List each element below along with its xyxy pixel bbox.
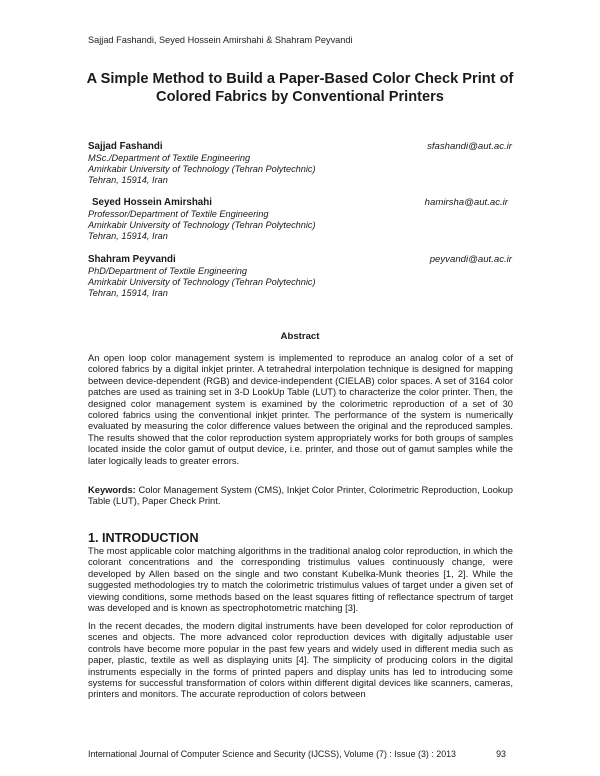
- intro-paragraph-1: The most applicable color matching algorithms in the traditional analog color reproduction, in which the colorant concentrations and the corresponding tristimulus values continuously change, were developed by Allen based on the single and two constant Kubelka-Munk theories [1, 2]. While the suggested methodologies try to match the colorimetric tristimulus values of target under a given set of viewing conditions, some methods based on the least squares fitting of reflectance spectrum of target was developed and is known as spectrophotometric matching [3].: [88, 546, 513, 614]
- journal-citation: International Journal of Computer Science and Security (IJCSS), Volume (7) : Issue (3) : 2013: [88, 749, 456, 759]
- abstract-text: An open loop color management system is implemented to reproduce an analog color of a set of colored fabrics by a digital inkjet printer. A tetrahedral interpolation technique is designed for mapping between device-dependent (RGB) and device-independent (CIELAB) color spaces. A set of 3164 color patches are used as training set in 3-D LookUp Table (LUT) to characterize the color printer. Then, the designed color management system is examined by the colorimetric reproduction of a set of 30 colored fabrics using the conventional inkjet printer. The performance of the system is numerically evaluated by measuring the color difference values between the original and the reproduced samples. The results showed that the color reproduction system appropriately works for both groups of samples located inside the color gamut of output device, i.e. printer, and those out of gamut samples while the later logically leads to greater errors.: [88, 353, 513, 466]
- title-line-1: A Simple Method to Build a Paper-Based Color Check Print of: [86, 71, 514, 87]
- author-email[interactable]: peyvandi@aut.ac.ir: [429, 254, 512, 265]
- author-institution: Amirkabir University of Technology (Tehran Polytechnic): [88, 220, 316, 230]
- abstract-heading: Abstract: [280, 331, 320, 342]
- author-address: Tehran, 15914, Iran: [88, 175, 168, 185]
- keywords-text: Color Management System (CMS), Inkjet Color Printer, Colorimetric Reproduction, Lookup Table (LUT), Paper Check Print.: [88, 485, 513, 507]
- author-position: MSc./Department of Textile Engineering: [88, 153, 251, 163]
- section-heading-introduction: 1. INTRODUCTION: [88, 531, 199, 545]
- intro-paragraph-2: In the recent decades, the modern digital instruments have been developed for color reproduction of scenes and objects. The more advanced color reproduction devices with digitally adjustable user controls have become more popular in the past few years and widely used in different media such as paper, plastic, textile as well as displaying units [4]. The simplicity of producing colors in the digital instruments especially in the forms of printed papers and display units has led to introducing some systems for successful transformation of colors within different digital devices like scanners, cameras, printers and monitors. The accurate reproduction of colors between: [88, 621, 513, 700]
- keywords-label: Keywords:: [88, 485, 136, 495]
- title-line-2: Colored Fabrics by Conventional Printers: [156, 89, 444, 105]
- running-head: Sajjad Fashandi, Seyed Hossein Amirshahi & Shahram Peyvandi: [88, 35, 353, 45]
- author-name: Shahram Peyvandi: [88, 254, 176, 265]
- author-block-2: [88, 197, 512, 242]
- author-name: Seyed Hossein Amirshahi: [92, 197, 212, 208]
- author-address: Tehran, 15914, Iran: [88, 231, 168, 241]
- keywords: [88, 485, 513, 508]
- author-address: Tehran, 15914, Iran: [88, 288, 168, 298]
- author-position: Professor/Department of Textile Engineering: [88, 209, 269, 219]
- author-institution: Amirkabir University of Technology (Tehran Polytechnic): [88, 164, 316, 174]
- author-name: Sajjad Fashandi: [88, 141, 163, 152]
- author-institution: Amirkabir University of Technology (Tehran Polytechnic): [88, 277, 316, 287]
- author-block-3: [88, 254, 512, 299]
- author-position: PhD/Department of Textile Engineering: [88, 266, 247, 276]
- author-email[interactable]: sfashandi@aut.ac.ir: [427, 141, 512, 152]
- author-email[interactable]: hamirsha@aut.ac.ir: [424, 197, 508, 208]
- author-block-1: [88, 141, 512, 186]
- paper-title: [60, 70, 540, 106]
- page-number: 93: [496, 749, 506, 759]
- page-footer: [88, 749, 512, 759]
